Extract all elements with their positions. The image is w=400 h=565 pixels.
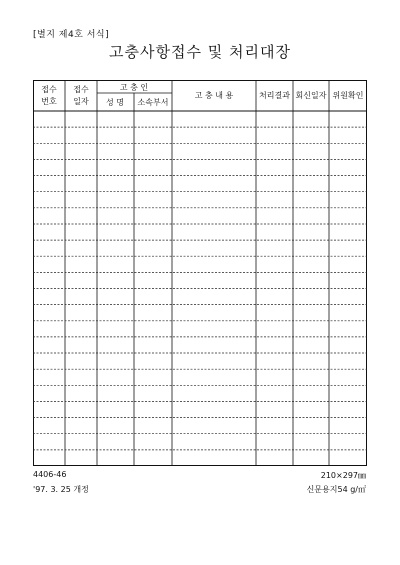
col-result: 처리결과 [259, 91, 290, 100]
document-title: 고충사항접수 및 처리대장 [109, 43, 291, 61]
col-receipt-date-line1: 접수 [73, 85, 89, 94]
col-receipt-no-line1: 접수 [41, 85, 57, 94]
table-border [34, 81, 367, 466]
paper-type: 신문용지54 g/㎡ [306, 485, 366, 494]
revision-date: '97. 3. 25 개정 [33, 485, 89, 494]
col-receipt-date-line2: 일자 [73, 97, 89, 106]
col-complainant-group: 고 충 인 [119, 83, 149, 92]
col-reply-date: 회신일자 [295, 91, 327, 100]
col-content: 고 충 내 용 [194, 91, 234, 100]
col-committee-check: 위원확인 [332, 91, 364, 100]
complaint-register-table [33, 80, 367, 466]
col-name: 성 명 [106, 98, 124, 107]
col-affiliation: 소속부서 [137, 98, 169, 107]
form-code: 4406-46 [33, 470, 67, 479]
register-grid [33, 80, 367, 466]
row-lines [33, 127, 367, 450]
paper-size: 210×297㎜ [320, 471, 366, 480]
col-receipt-no-line2: 번호 [41, 97, 57, 106]
form-number: [별지 제4호 서식] [33, 30, 110, 40]
